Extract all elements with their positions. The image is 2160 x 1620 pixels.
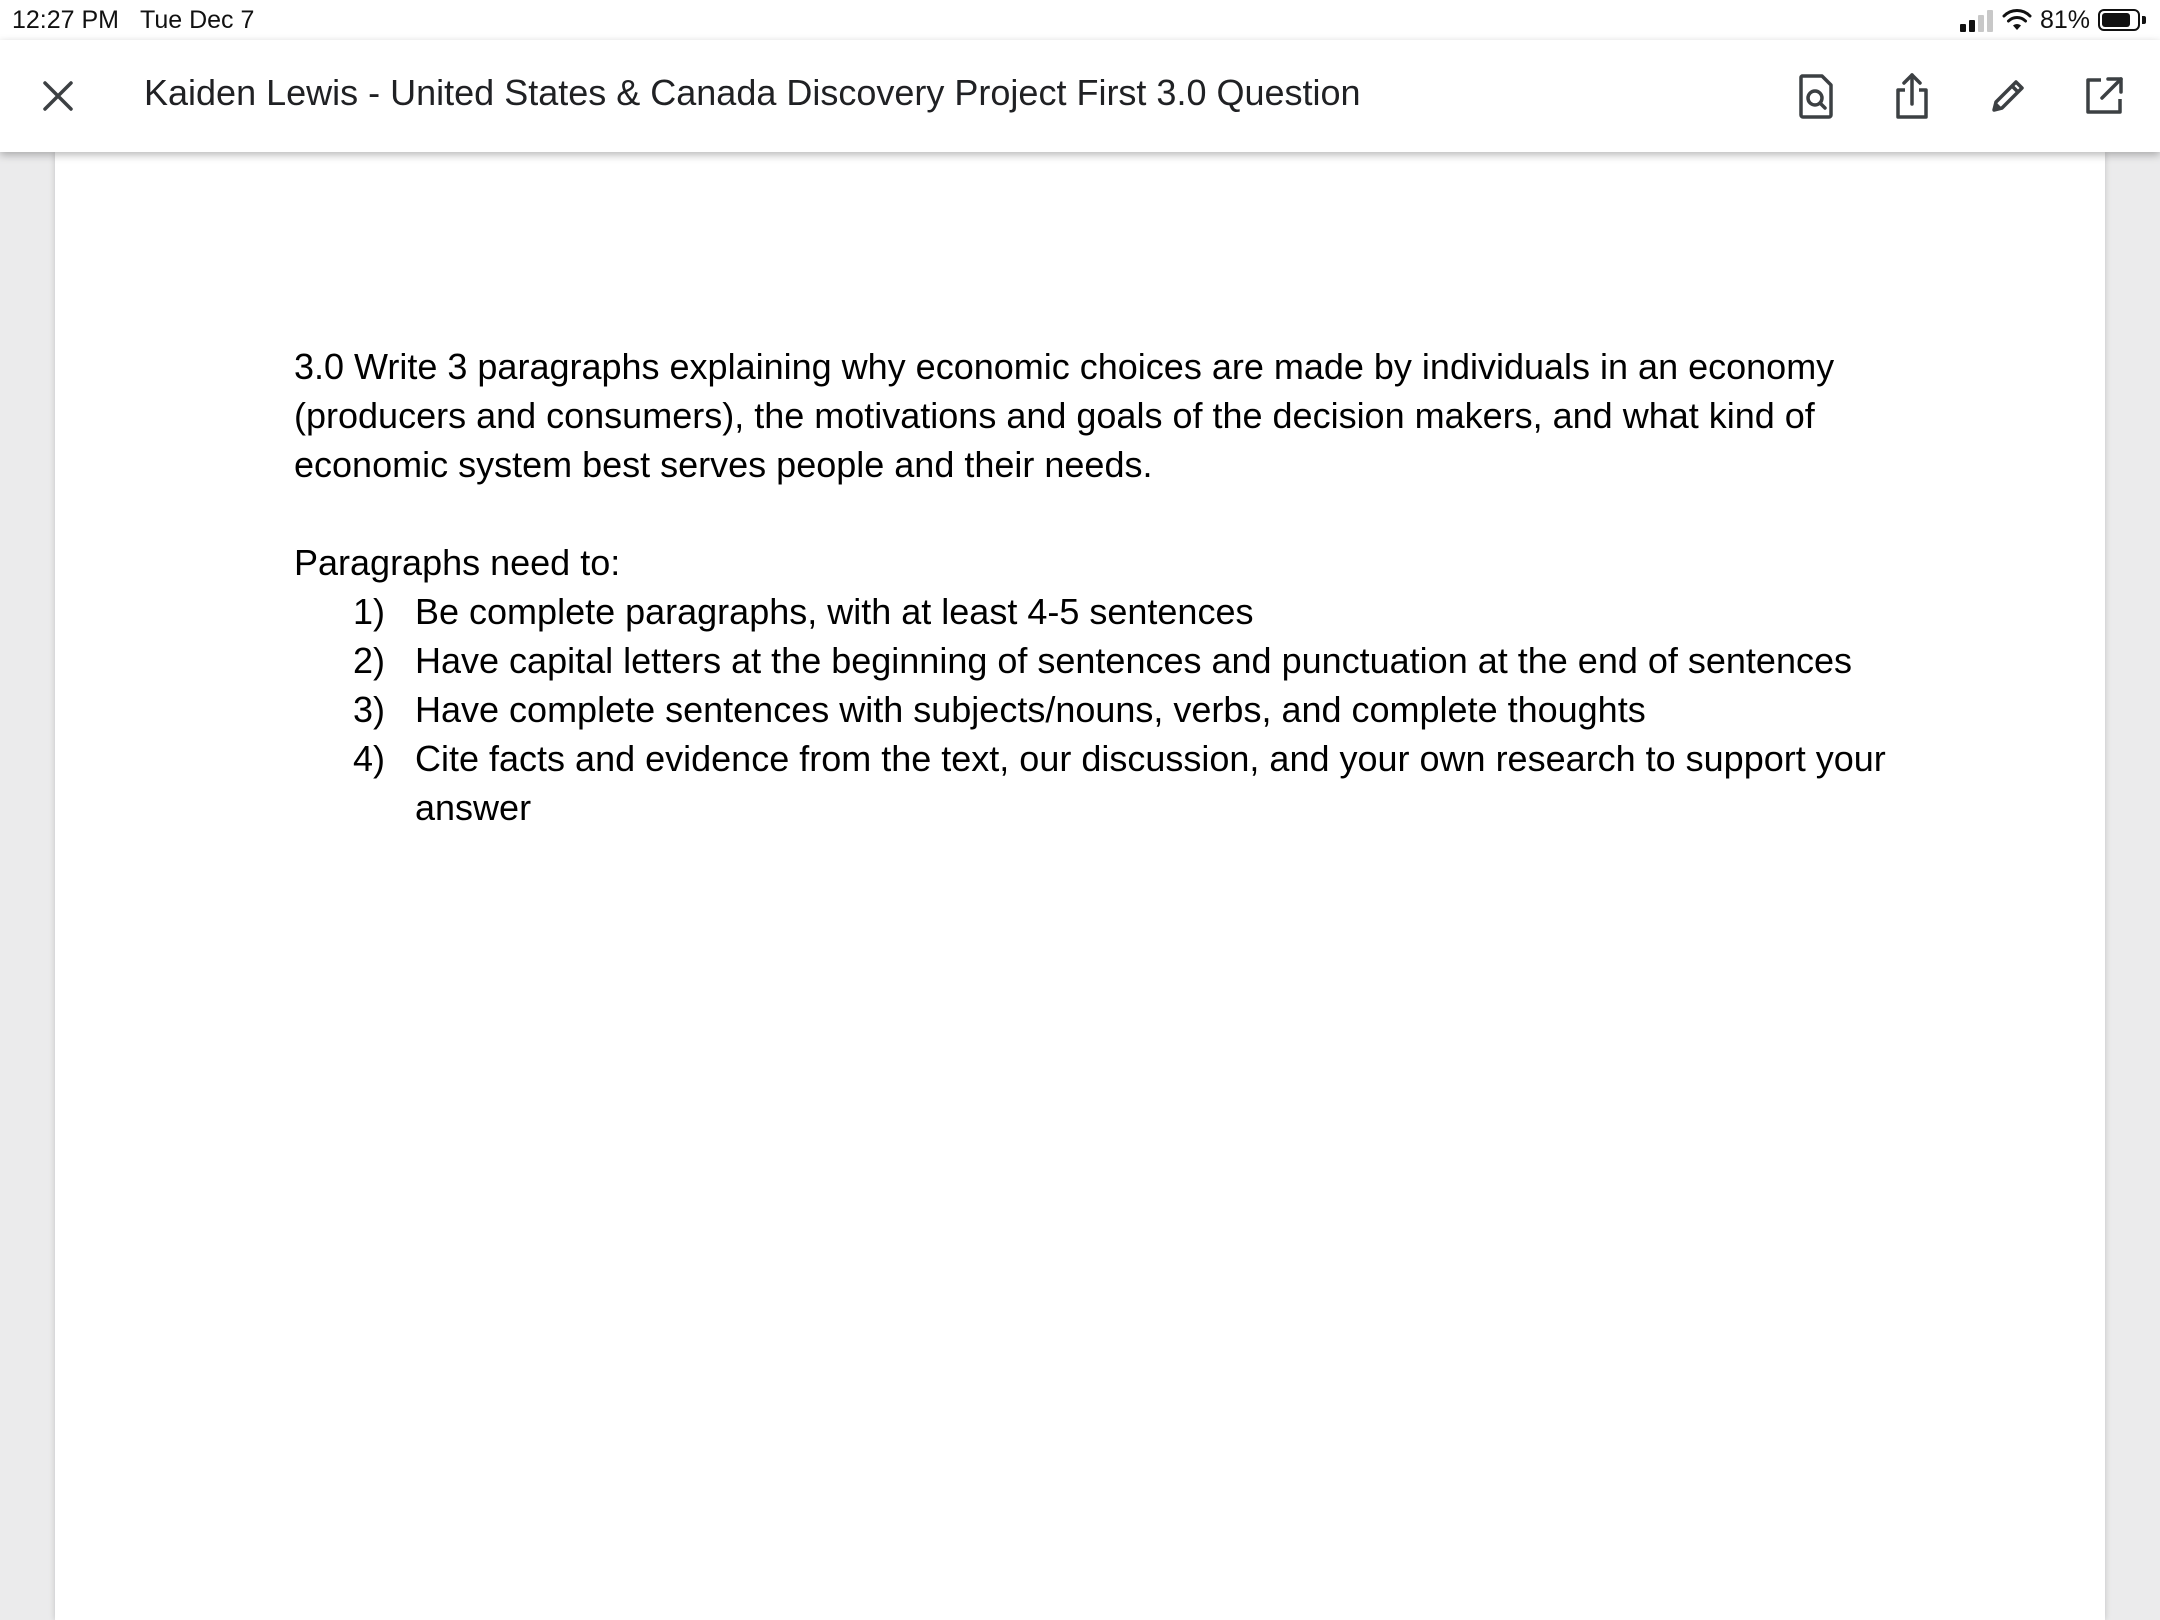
share-icon <box>1892 72 1932 120</box>
close-icon <box>41 79 75 113</box>
list-item <box>294 587 1934 636</box>
status-bar <box>0 0 2160 40</box>
cellular-signal-icon <box>1960 8 1994 32</box>
list-item-number: 3) <box>353 689 386 730</box>
list-item-text: Have capital letters at the beginning of sentences and punctuation at the end of sentences <box>415 640 1852 681</box>
share-button[interactable] <box>1884 68 1940 124</box>
requirements-list <box>294 587 1934 832</box>
list-item-number: 1) <box>353 591 386 632</box>
list-item <box>294 734 1934 832</box>
battery-icon <box>2098 9 2146 31</box>
list-item-text: Cite facts and evidence from the text, our discussion, and your own research to support your answer <box>415 738 1886 828</box>
document-page <box>55 152 2105 1620</box>
edit-button[interactable] <box>1980 68 2036 124</box>
status-indicators <box>1960 4 2146 36</box>
list-item-number: 4) <box>353 738 386 779</box>
list-item-text: Have complete sentences with subjects/nouns, verbs, and complete thoughts <box>415 689 1646 730</box>
edit-pencil-icon <box>1987 75 2029 117</box>
requirements-heading: Paragraphs need to: <box>294 542 621 583</box>
document-body <box>294 342 1934 832</box>
close-button[interactable] <box>30 68 86 124</box>
status-time: 12:27 PM <box>12 6 120 34</box>
battery-percent: 81% <box>2039 5 2090 34</box>
open-external-icon <box>2083 75 2125 117</box>
find-in-document-button[interactable] <box>1788 68 1844 124</box>
list-item <box>294 685 1934 734</box>
document-title: Kaiden Lewis - United States & Canada Discovery Project First 3.0 Question <box>144 72 1361 113</box>
list-item-text: Be complete paragraphs, with at least 4-5 sentences <box>415 591 1254 632</box>
status-date: Tue Dec 7 <box>140 6 255 34</box>
list-item-number: 2) <box>353 640 386 681</box>
app-toolbar <box>0 40 2160 152</box>
assignment-prompt: 3.0 Write 3 paragraphs explaining why economic choices are made by individuals in an economy (producers and consumers), the motivations and goals of the decision makers, and what kind of economic system best serves people and their needs. <box>294 346 1835 485</box>
find-in-document-icon <box>1796 73 1836 119</box>
open-external-button[interactable] <box>2076 68 2132 124</box>
battery-fill <box>2102 13 2130 27</box>
wifi-icon <box>2002 8 2032 32</box>
list-item <box>294 636 1934 685</box>
